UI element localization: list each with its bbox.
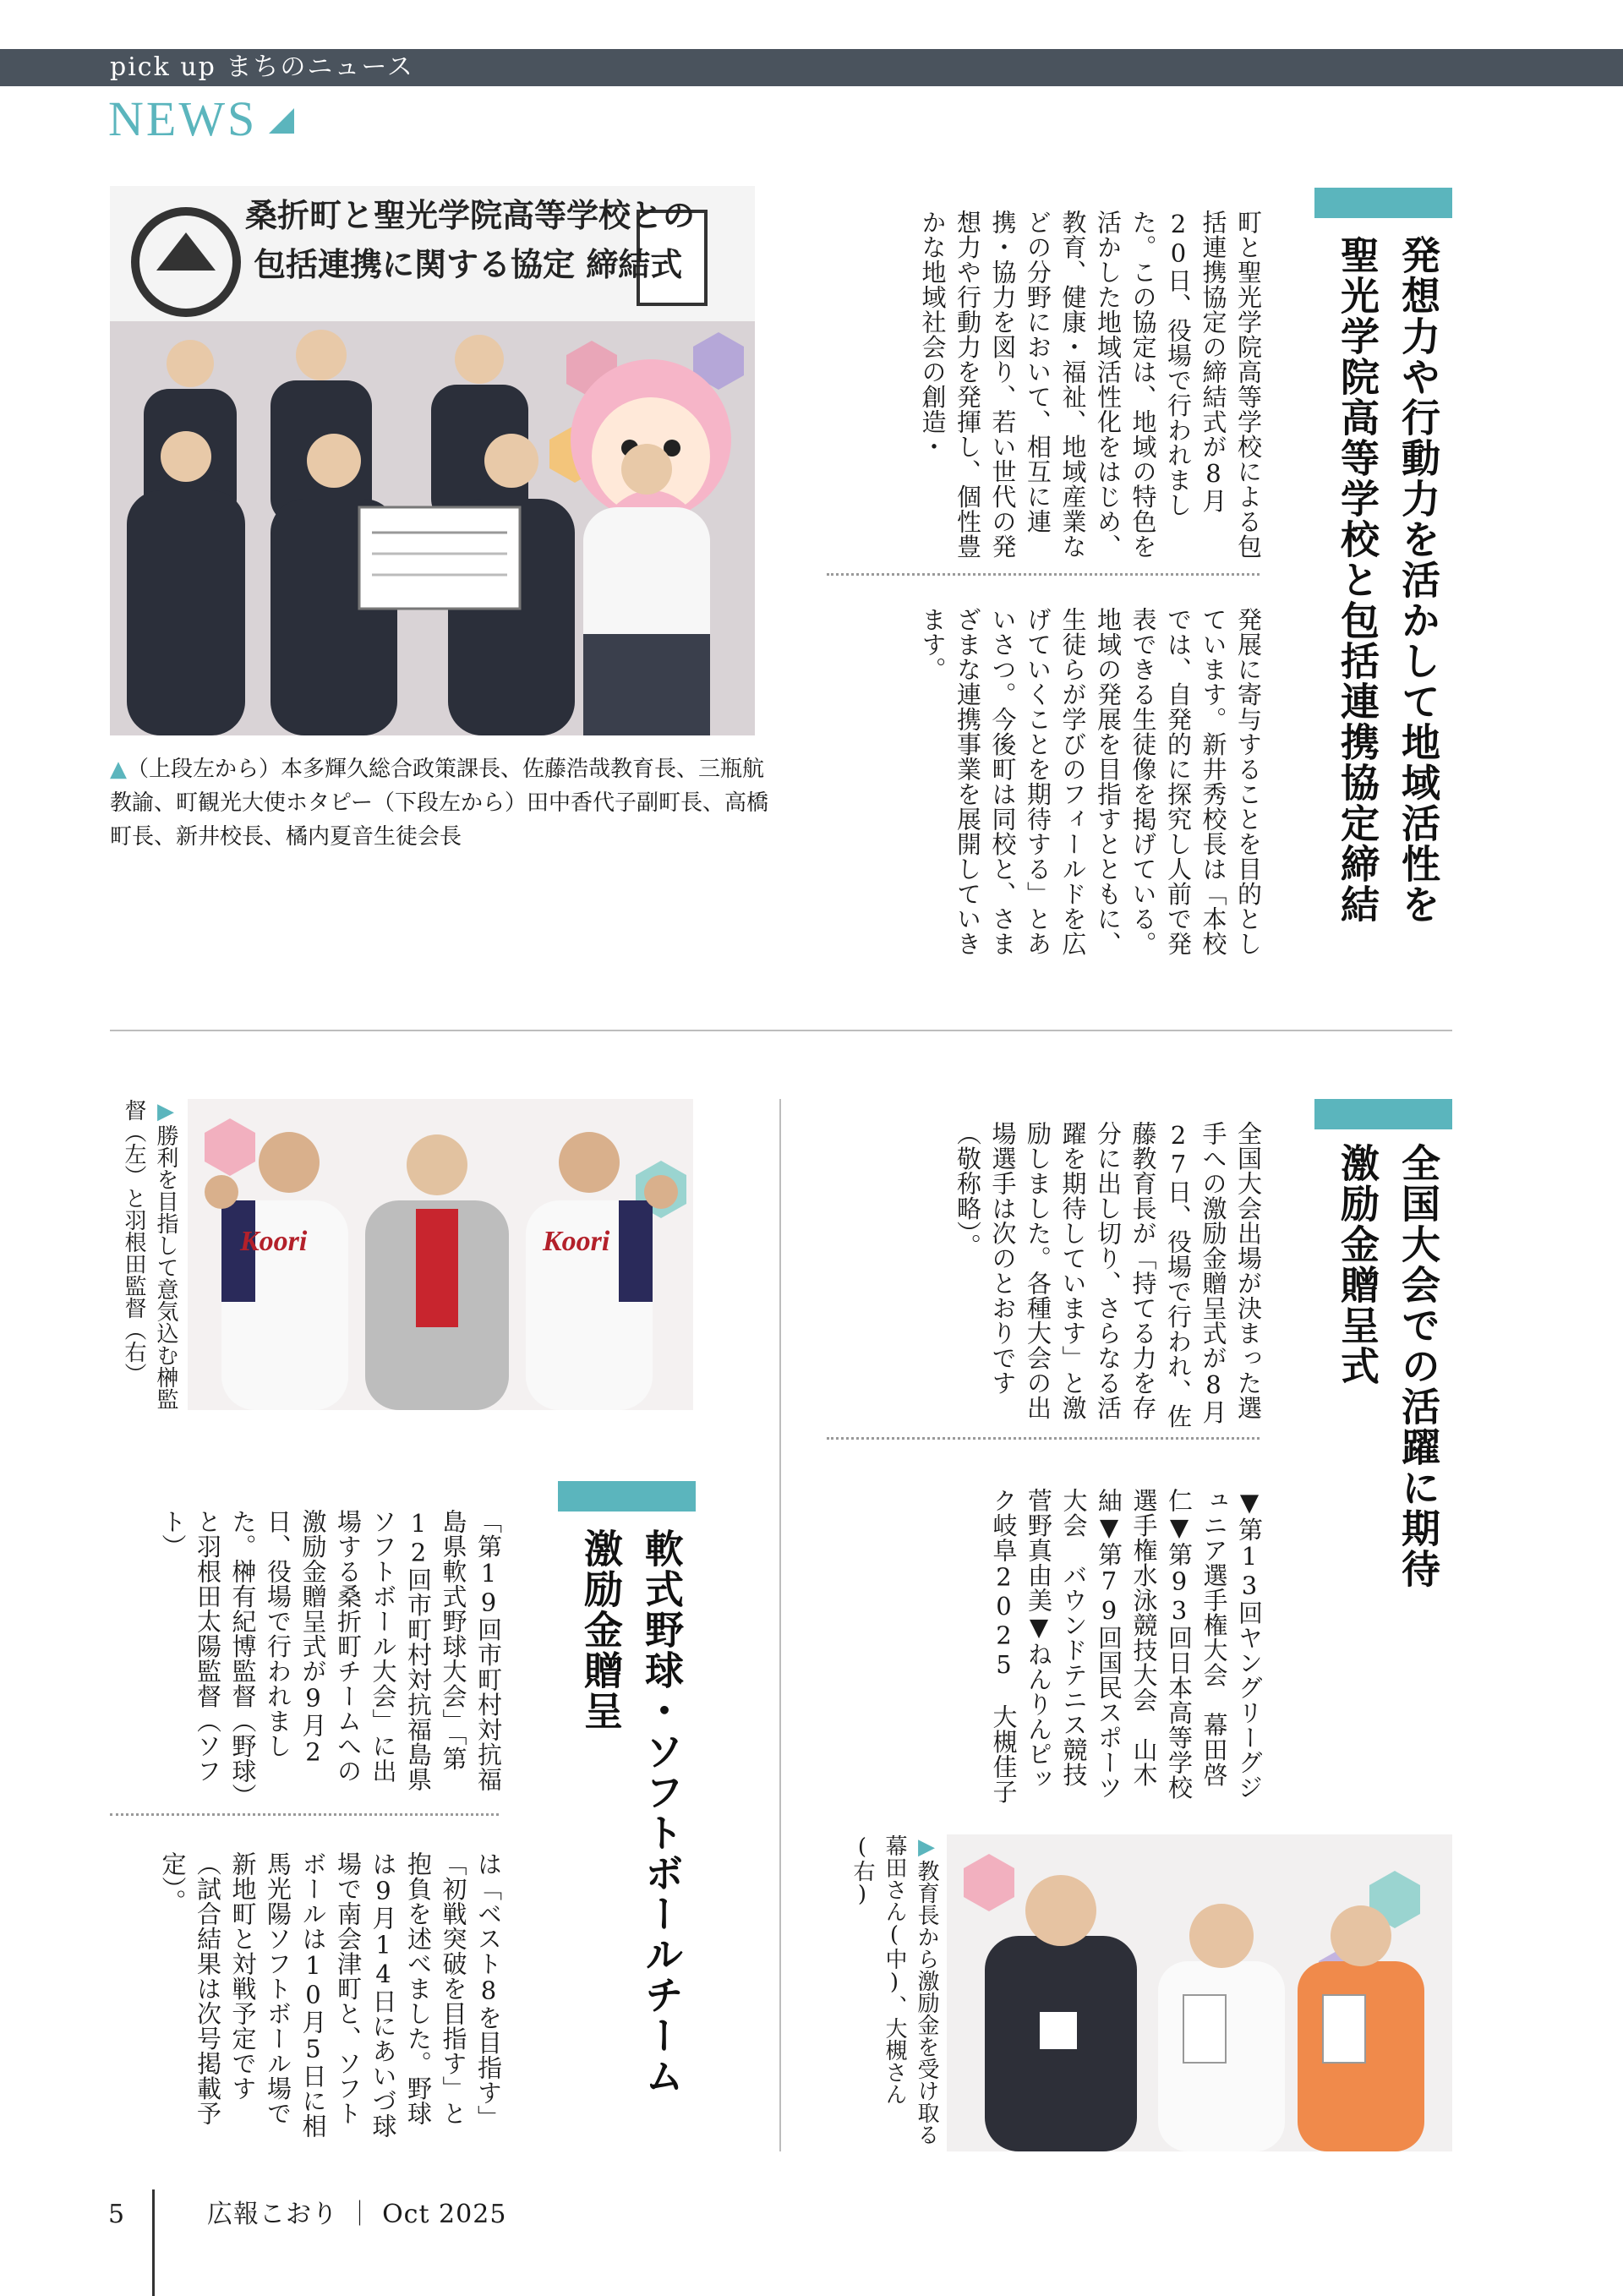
article3-body-lower: は「ベスト8を目指す」「初戦突破を目指す」と抱負を述べました。野球は9月14日にあいづ球場で南会津町と、ソフトボールは10月5日に相馬光陽ソフトボール場で新地町と対戦予定です（試合結果は次号掲載予定）。 [158,1851,503,2139]
news-triangle-icon [269,108,294,134]
article2-title-line2: 激励金贈呈式 [1335,1143,1380,1386]
article2-caption [850,1834,943,2156]
page-number: 5 [108,2200,125,2229]
news-heading: NEWS [108,91,258,146]
article1-body-lower: 発展に寄与することを目的としています。新井秀校長は「本校では、自発的に探究し人前で発表できる生徒像を掲げている。地域の発展を目指すとともに、生徒らが学びのフィールドを広げていくことを期待する」とあいさつ。今後町は同校と、さまざまな連携事業を展開していきます。 [918,607,1263,956]
article2-title-line1: 全国大会での活躍に期待 [1396,1143,1441,1589]
publication-name: 広報こおり ｜ Oct 2025 [207,2200,507,2229]
article1-body-upper: 町と聖光学院高等学校による包括連携協定の締結式が8月20日、役場で行われました。この協定は、地域の特色を活かした地域活性化をはじめ、教育、健康・福祉、地域産業などの分野において、相互に連携・協力を図り、若い世代の発想力や行動力を発揮し、個性豊かな地域社会の創造・ [918,210,1263,559]
column-divider [779,1099,781,2151]
article3-body-upper: 「第19回市町村対抗福島県軟式野球大会」「第12回市町村対抗福島県ソフトボール大会」に出場する桑折町チームへの激励金贈呈式が9月2日、役場で行われました。榊有紀博監督（野球）と羽根田太陽監督（ソフト） [158,1509,503,1796]
jersey-logo-left: Koori [240,1226,308,1257]
article3-caption [121,1099,182,1420]
award-photo [947,1834,1452,2151]
article3-divider [110,1813,499,1816]
article1-caption [110,752,769,854]
article3-title-line1: 軟式野球・ソフトボールチーム [639,1528,685,2096]
article1-title-line1: 発想力や行動力を活かして地域活性を [1396,235,1441,925]
caption-triangle-icon: ▲ [110,757,127,782]
ceremony-photo [110,186,755,735]
footer-vertical-line [152,2189,155,2296]
article3-title-line2: 激励金贈呈 [578,1528,624,1731]
article2-divider [827,1437,1260,1440]
caption-triangle-icon: ▶ [153,1099,178,1124]
article3-teal-bar [558,1481,696,1512]
caption-triangle-icon: ▶ [914,1834,939,1860]
section-label: pick up まちのニュース [110,52,414,82]
article2-body-upper: 全国大会出場が決まった選手への激励金贈呈式が8月27日、役場で行われ、佐藤教育長が「持てる力を存分に出し切り、さらなる活躍を期待しています」と激励しました。各種大会の出場選手は次のとおりです（敬称略）。 [954,1121,1263,1429]
baseball-photo [188,1099,693,1410]
jersey-logo-right: Koori [543,1226,610,1257]
article1-title-line2: 聖光学院高等学校と包括連携協定締結 [1335,235,1380,925]
article2-teal-bar [1314,1099,1452,1129]
article1-divider [827,573,1260,576]
article1-teal-bar [1314,188,1452,218]
photo-banner-line1: 桑折町と聖光学院高等学校との [245,197,696,234]
article2-body-lower: ▼第13回ヤングリーグジュニア選手権大会 幕田啓仁▼第93回日本高等学校選手権水泳競技大会 山木紬▼第79回国民スポーツ大会 バウンドテニス競技 菅野真由美▼ねんりんピック岐阜2025 大槻佳子 [989,1488,1264,1812]
section-divider [110,1030,1452,1031]
article3-caption-text: 勝利を目指して意気込む榊監督（左）と羽根田監督（右） [121,1099,178,1410]
photo-banner-line2: 包括連携に関する協定 締結式 [254,246,683,283]
article2-caption-text: 教育長から激励金を受け取る幕田さん(中)、大槻さん(右) [850,1834,939,2146]
article1-caption-text: （上段左から）本多輝久総合政策課長、佐藤浩哉教育長、三瓶航教諭、町観光大使ホタピー（下段左から）田中香代子副町長、高橋町長、新井校長、橘内夏音生徒会長 [110,757,768,850]
